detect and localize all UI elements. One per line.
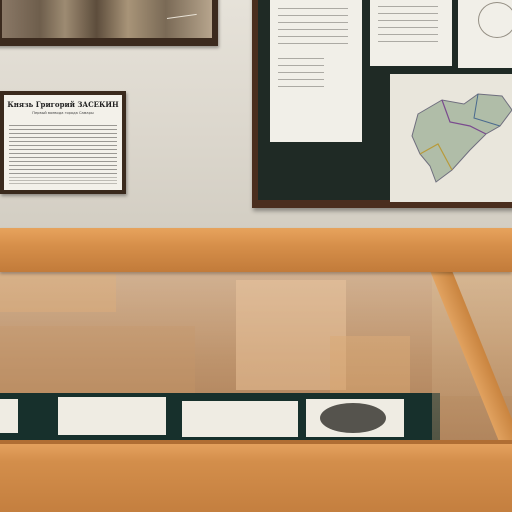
portrait-sketch bbox=[478, 2, 512, 38]
display-case-top-rail bbox=[0, 228, 512, 272]
plaque-paper bbox=[4, 95, 122, 190]
exhibit-item-2 bbox=[58, 397, 166, 435]
plaque-body-text bbox=[9, 125, 117, 177]
map-document bbox=[390, 74, 512, 202]
manuscript-document bbox=[270, 0, 362, 142]
info-plaque bbox=[0, 91, 126, 194]
letter-lines bbox=[378, 6, 438, 46]
manuscript-lines-top bbox=[278, 8, 348, 48]
portrait-medallion bbox=[320, 403, 386, 433]
manuscript-lines-middle bbox=[278, 58, 324, 88]
plaque-footnote bbox=[9, 177, 117, 186]
portrait-sketch-document bbox=[458, 0, 512, 68]
board-mat bbox=[258, 0, 512, 200]
plaque-title: Князь Григорий ЗАСЕКИН bbox=[7, 100, 119, 109]
exhibit-item-3 bbox=[182, 401, 298, 437]
exhibit-item-portrait bbox=[306, 399, 404, 437]
map-drawing bbox=[390, 74, 512, 202]
exhibit-item-1 bbox=[0, 399, 18, 433]
framed-document-board bbox=[252, 0, 512, 208]
letter-document bbox=[370, 0, 452, 66]
display-tray bbox=[0, 393, 440, 441]
plaque-subtitle: Первый воевода города Самары bbox=[32, 111, 94, 115]
display-case-front bbox=[0, 440, 512, 512]
framed-picture-top bbox=[0, 0, 218, 46]
